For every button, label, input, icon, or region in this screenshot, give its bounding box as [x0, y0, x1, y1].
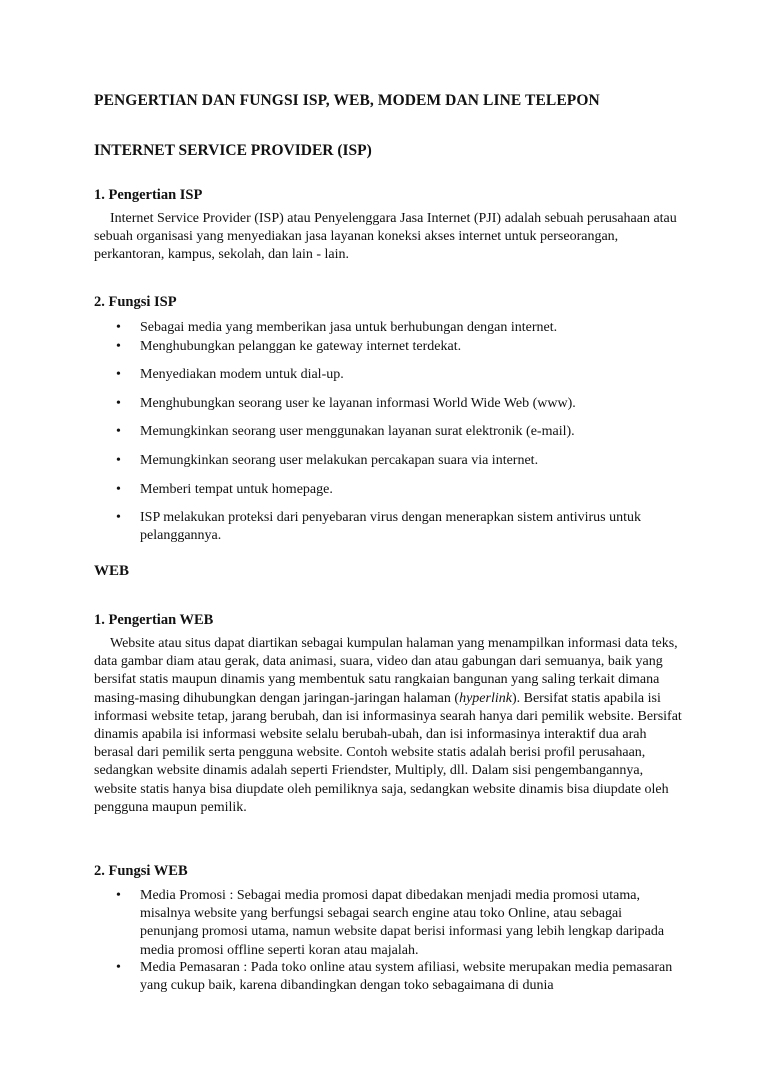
web-definition-text-end: ). Bersifat statis apabila isi informasi website tetap, jarang berubah, dan isi informasinya searah hanya dari pemilik website. Bersifat dinamis apabila isi informasi website selalu berubah-ubah, dan isi informasinya interaktif dua arah berasal dari pemilik serta pengguna website. Contoh website statis adalah berisi profil perusahaan, sedangkan website dinamis adalah seperti Friendster, Multiply, dll. Dalam sisi pengembangannya, website statis hanya bisa diupdate oleh pemiliknya saja, sedangkan website dinamis bisa diupdate oleh pengguna maupun pemilik. [94, 690, 682, 815]
bullet-icon: • [116, 888, 121, 903]
isp-heading: INTERNET SERVICE PROVIDER (ISP) [94, 142, 372, 159]
isp-definition-title: 1. Pengertian ISP [94, 187, 203, 203]
bullet-icon: • [116, 339, 121, 354]
isp-function-title: 2. Fungsi ISP [94, 294, 177, 310]
list-item [94, 423, 674, 441]
bullet-icon: • [116, 453, 121, 468]
isp-definition-text: Internet Service Provider (ISP) atau Penyelenggara Jasa Internet (PJI) adalah sebuah perusahaan atau sebuah organisasi yang menyediakan jasa layanan koneksi akses internet untuk perseorangan, perkantoran, kampus, sekolah, dan lain - lain. [94, 211, 677, 263]
list-item [94, 481, 674, 499]
web-heading: WEB [94, 563, 130, 579]
list-item [94, 959, 674, 995]
list-item [94, 887, 674, 960]
web-definition-text-start: Website atau situs dapat diartikan sebagai kumpulan halaman yang menampilkan informasi data teks, data gambar diam atau gerak, data animasi, suara, video dan atau gabungan dari semuanya, baik yang bersifat statis maupun dinamis yang membentuk satu rangkaian bangunan yang saling terkait dimana masing-masing dihubungkan dengan jaringan-jaringan halaman ( [94, 636, 678, 706]
list-item-text: ISP melakukan proteksi dari penyebaran virus dengan menerapkan sistem antivirus untuk pelanggannya. [140, 510, 642, 544]
list-item-text: Menghubungkan seorang user ke layanan informasi World Wide Web (www). [140, 396, 576, 411]
bullet-icon: • [116, 367, 121, 382]
list-item-text: Memungkinkan seorang user menggunakan layanan surat elektronik (e-mail). [140, 424, 575, 439]
list-item [94, 319, 674, 337]
list-item-text: Memungkinkan seorang user melakukan percakapan suara via internet. [140, 453, 539, 468]
bullet-icon: • [116, 424, 121, 439]
web-definition-text [94, 635, 684, 817]
document-title: PENGERTIAN DAN FUNGSI ISP, WEB, MODEM DAN LINE TELEPON [94, 92, 600, 109]
bullet-icon: • [116, 510, 121, 525]
bullet-icon: • [116, 960, 121, 975]
list-item [94, 509, 674, 545]
hyperlink-term: hyperlink [459, 690, 512, 706]
list-item-text: Media Promosi : Sebagai media promosi dapat dibedakan menjadi media promosi utama, misalnya website yang berfungsi sebagai search engine atau toko Online, atau sebagai penunjang promosi utama, namun website dapat berisi informasi yang lebih lengkap daripada media promosi offline seperti koran atau majalah. [140, 888, 665, 958]
web-function-title: 2. Fungsi WEB [94, 863, 188, 879]
list-item [94, 338, 674, 356]
list-item-text: Memberi tempat untuk homepage. [140, 482, 333, 497]
list-item [94, 395, 674, 413]
list-item [94, 366, 674, 384]
list-item-text: Media Pemasaran : Pada toko online atau system afiliasi, website merupakan media pemasaran yang cukup baik, karena dibandingkan dengan toko sebagaimana di dunia [140, 960, 673, 994]
list-item [94, 452, 674, 470]
list-item-text: Sebagai media yang memberikan jasa untuk berhubungan dengan internet. [140, 320, 558, 335]
list-item-text: Menyediakan modem untuk dial-up. [140, 367, 344, 382]
list-item-text: Menghubungkan pelanggan ke gateway internet terdekat. [140, 339, 462, 354]
bullet-icon: • [116, 396, 121, 411]
bullet-icon: • [116, 482, 121, 497]
bullet-icon: • [116, 320, 121, 335]
web-definition-title: 1. Pengertian WEB [94, 612, 214, 628]
